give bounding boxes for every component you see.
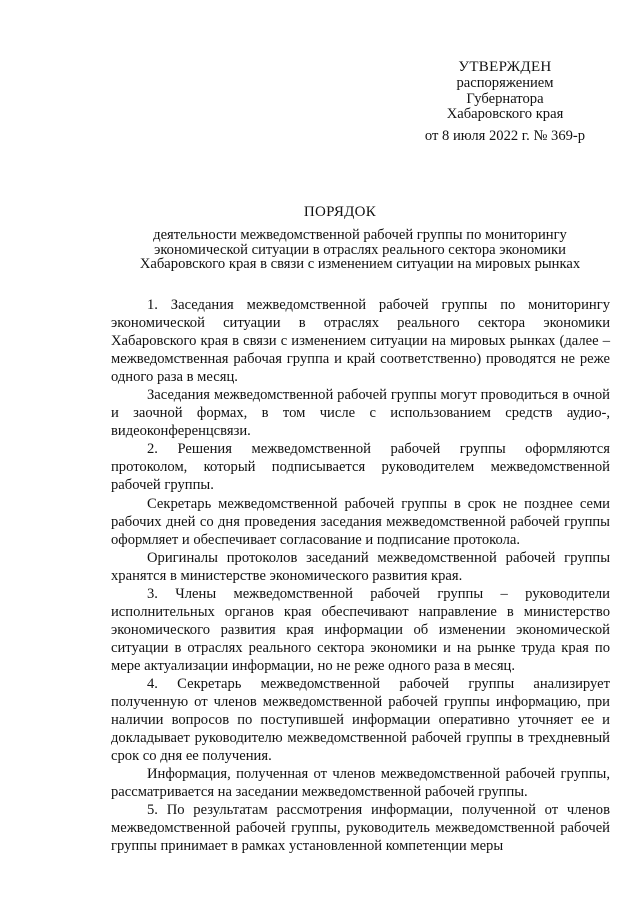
paragraph: 2. Решения межведомственной рабочей группы оформляются протоколом, который подписывается руководителем межведомственной рабочей группы.: [111, 441, 610, 494]
approval-stamp: [400, 58, 610, 145]
paragraph: Заседания межведомственной рабочей группы могут проводиться в очной и заочной формах, в том числе с использованием средств аудио-, видеоконференцсвязи.: [111, 387, 610, 440]
subtitle-line: Хабаровского края в связи с изменением ситуации на мировых рынках: [139, 256, 581, 272]
approval-line-decree: распоряжением: [456, 75, 554, 91]
document-subtitle: [100, 228, 620, 272]
paragraph: Информация, полученная от членов межведомственной рабочей группы, рассматривается на заседании межведомственной рабочей группы.: [111, 766, 610, 801]
approval-line-governor: Губернатора: [466, 90, 544, 107]
approval-line-region: Хабаровского края: [446, 106, 564, 122]
paragraph: Секретарь межведомственной рабочей группы в срок не позднее семи рабочих дней со дня проведения заседания межведомственной рабочей группы оформляет и обеспечивает согласование и подписание протокола.: [111, 495, 610, 548]
approval-order-date: от 8 июля 2022 г. № 369-р: [424, 127, 586, 144]
subtitle-line: экономической ситуации в отраслях реального сектора экономики: [154, 241, 566, 258]
document-body: [111, 296, 610, 855]
paragraph: 1. Заседания межведомственной рабочей группы по мониторингу экономической ситуации в отраслях реального сектора экономики Хабаровского края в связи с изменением ситуации на мировых рынках (далее – межведомственная рабочая группа и край соответственно) проводятся не реже одного раза в месяц.: [111, 297, 610, 386]
paragraph: Оригиналы протоколов заседаний межведомственной рабочей группы хранятся в министерстве экономического развития края.: [111, 549, 610, 584]
paragraph: 5. По результатам рассмотрения информации, полученной от членов межведомственной рабочей группы, руководитель межведомственной рабочей группы принимает в рамках установленной компетенции меры: [111, 802, 610, 855]
subtitle-line: деятельности межведомственной рабочей группы по мониторингу: [153, 227, 567, 243]
approved-label: УТВЕРЖДЕН: [458, 59, 552, 75]
paragraph: 4. Секретарь межведомственной рабочей группы анализирует полученную от членов межведомственной рабочей группы информацию, при наличии вопросов по поступившей информации оперативно уточняет ее и докладывает руководителю межведомственной рабочей группы в трехдневный срок со дня ее получения.: [111, 675, 610, 765]
document-title: ПОРЯДОК: [303, 204, 377, 220]
paragraph: 3. Члены межведомственной рабочей группы – руководители исполнительных органов края обеспечивают направление в министерство экономического развития края информации об изменении экономической ситуации в отраслях реального сектора экономики и на рынке труда края по мере актуализации информации, но не реже одного раза в месяц.: [111, 585, 610, 674]
